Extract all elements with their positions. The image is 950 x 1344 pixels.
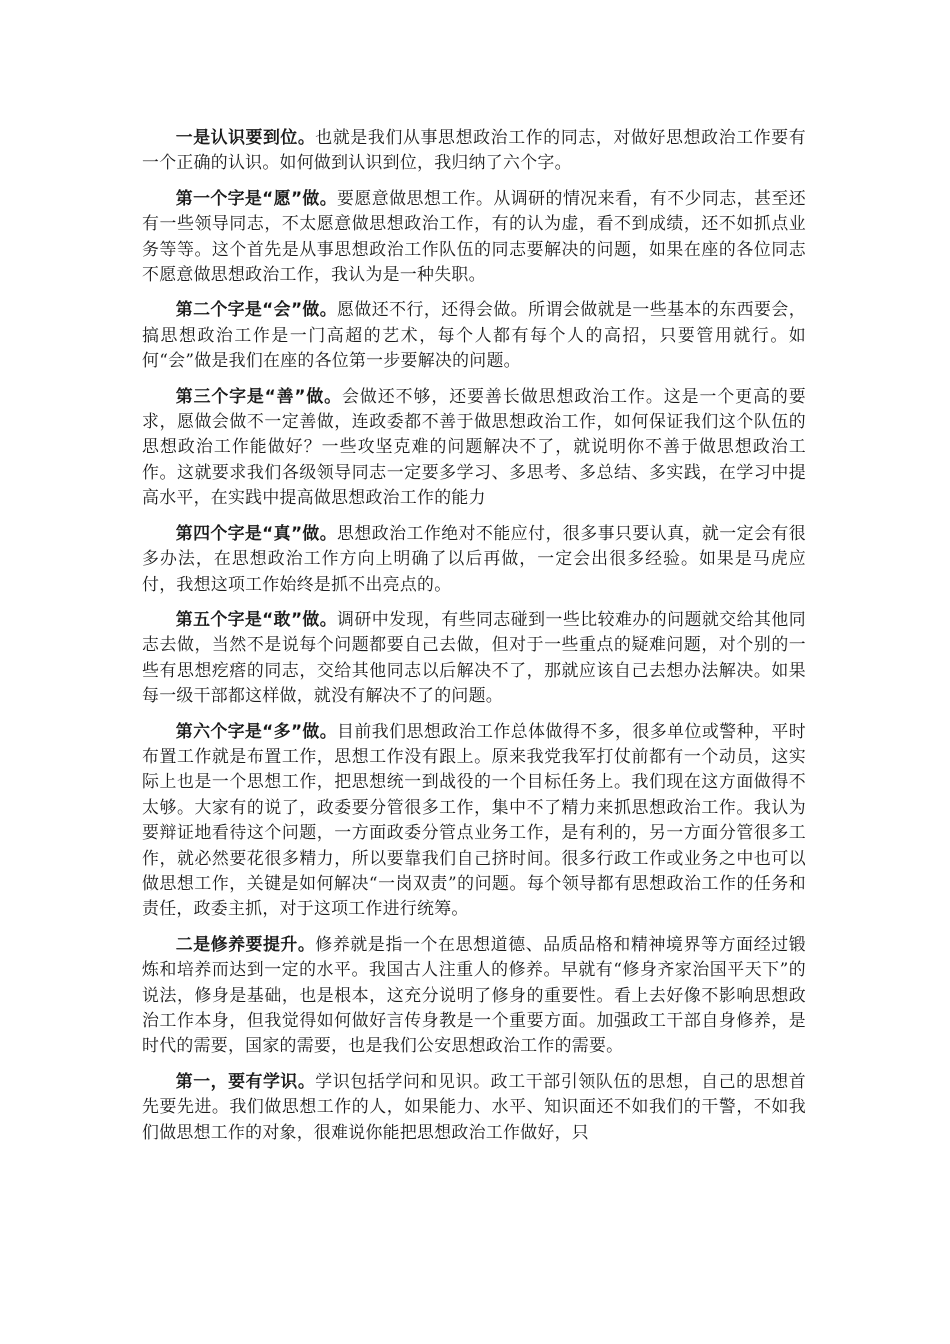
paragraph-able <box>142 297 806 373</box>
paragraph-skilled <box>142 384 806 511</box>
paragraph-dare <box>142 607 806 709</box>
paragraph-body: 修养就是指一个在思想道德、品质品格和精神境界等方面经过锻炼和培养而达到一定的水平。我国古人注重人的修养。早就有“修身齐家治国平天下”的说法，修身是基础，也是根本，这充分说明了修身的重要性。看上去好像不影响思想政治工作本身，但我觉得如何做好言传身教是一个重要方面。加强政工干部自身修养，是时代的需要，国家的需要，也是我们公安思想政治工作的需要。 <box>142 933 806 1056</box>
paragraph-heading: 第一个字是“愿”做。 <box>175 187 337 208</box>
paragraph-heading: 二是修养要提升。 <box>175 933 316 954</box>
paragraph-heading: 第四个字是“真”做。 <box>175 522 337 543</box>
paragraph-body: 调研中发现，有些同志碰到一些比较难办的问题就交给其他同志去做，当然不是说每个问题都要自己去做，但对于一些重点的疑难问题，对个别的一些有思想疙瘩的同志，交给其他同志以后解决不了，那就应该自己去想办法解决。如果每一级干部都这样做，就没有解决不了的问题。 <box>142 608 806 706</box>
paragraph-body: 学识包括学问和见识。政工干部引领队伍的思想，自己的思想首先要先进。我们做思想工作的人，如果能力、水平、知识面还不如我们的干警，不如我们做思想工作的对象，很难说你能把思想政治工作做好，只 <box>142 1070 806 1142</box>
paragraph-body: 会做还不够，还要善长做思想政治工作。这是一个更高的要求，愿做会做不一定善做，连政委都不善于做思想政治工作，如何保证我们这个队伍的思想政治工作能做好？一些攻坚克难的问题解决不了，就说明你不善于做思想政治工作。这就要求我们各级领导同志一定要多学习、多思考、多总结、多实践，在学习中提高水平，在实践中提高做思想政治工作的能力 <box>142 385 806 508</box>
paragraph-heading: 一是认识要到位。 <box>175 127 316 147</box>
paragraph-knowledge <box>142 1069 806 1145</box>
paragraph-genuine <box>142 521 806 597</box>
paragraph-heading: 第三个字是“善”做。 <box>175 385 342 406</box>
paragraph-body: 也就是我们从事思想政治工作的同志，对做好思想政治工作要有一个正确的认识。如何做到认识到位，我归纳了六个字。 <box>142 127 806 173</box>
paragraph-body: 要愿意做思想工作。从调研的情况来看，有不少同志，甚至还有一些领导同志，不太愿意做思想政治工作，有的认为虚，看不到成绩，还不如抓点业务等等。这个首先是从事思想政治工作队伍的同志要解决的问题，如果在座的各位同志不愿意做思想政治工作，我认为是一种失职。 <box>142 187 806 285</box>
paragraph-cultivation <box>142 932 806 1059</box>
paragraph-heading: 第二个字是“会”做。 <box>175 299 337 320</box>
paragraph-body: 目前我们思想政治工作总体做得不多，很多单位或警种，平时布置工作就是布置工作，思想工作没有跟上。原来我党我军打仗前都有一个动员，这实际上也是一个思想工作，把思想统一到战役的一个目标任务上。我们现在这方面做得不太够。大家有的说了，政委要分管很多工作，集中不了精力来抓思想政治工作。我认为要辩证地看待这个问题，一方面政委分管点业务工作，是有利的，另一方面分管很多工作，就必然要花很多精力，所以要靠我们自己挤时间。很多行政工作或业务之中也可以做思想工作，关键是如何解决“一岗双责”的问题。每个领导都有思想政治工作的任务和责任，政委主抓，对于这项工作进行统筹。 <box>142 720 806 919</box>
paragraph-heading: 第五个字是“敢”做。 <box>175 608 337 629</box>
paragraph-heading: 第一，要有学识。 <box>175 1070 316 1091</box>
paragraph-willing <box>142 186 806 288</box>
paragraph-awareness <box>142 125 806 176</box>
paragraph-heading: 第六个字是“多”做。 <box>175 720 337 741</box>
paragraph-more <box>142 719 806 922</box>
document-page <box>142 125 806 1155</box>
paragraph-body: 愿做还不行，还得会做。所谓会做就是一些基本的东西要会，搞思想政治工作是一门高超的艺术，每个人都有每个人的高招，只要管用就行。如何“会”做是我们在座的各位第一步要解决的问题。 <box>142 299 806 371</box>
paragraph-body: 思想政治工作绝对不能应付，很多事只要认真，就一定会有很多办法，在思想政治工作方向上明确了以后再做，一定会出很多经验。如果是马虎应付，我想这项工作始终是抓不出亮点的。 <box>142 522 806 594</box>
